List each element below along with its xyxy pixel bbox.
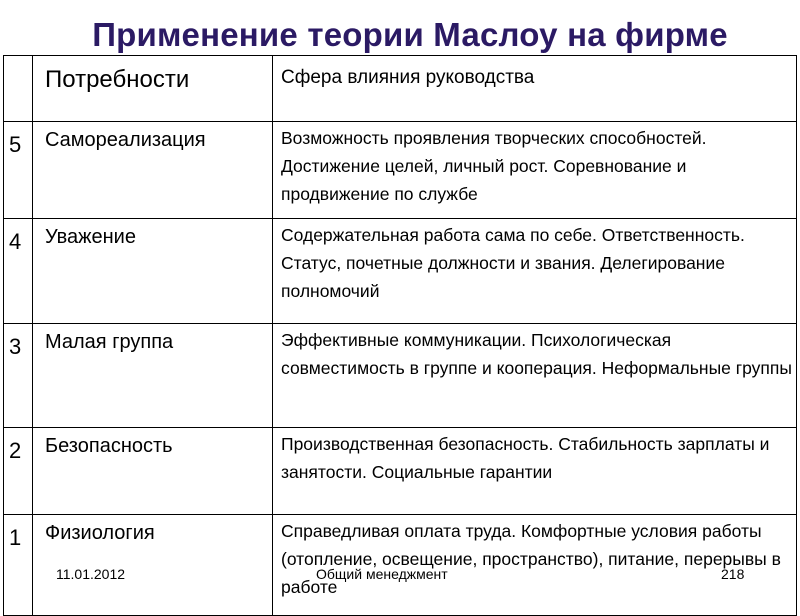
need-cell: [33, 515, 273, 616]
table-row: [4, 515, 797, 616]
scope-cell: [273, 219, 797, 324]
scope-text: Производственная безопасность. Стабильность зарплаты и занятости. Социальные гарантии: [281, 434, 770, 482]
need-cell: [33, 428, 273, 515]
scope-text: Содержательная работа сама по себе. Ответственность. Статус, почетные должности и звания. Делегирование полномочий: [281, 225, 745, 301]
slide-title: Применение теории Маслоу на фирме: [92, 16, 728, 53]
table-header-row: [4, 56, 797, 122]
header-scope-cell: [273, 56, 797, 122]
table-row: [4, 219, 797, 324]
need-label: Малая группа: [45, 331, 174, 353]
level-number-cell: [4, 428, 33, 515]
need-label: Уважение: [45, 226, 136, 248]
need-label: Безопасность: [45, 435, 173, 457]
scope-cell: [273, 428, 797, 515]
level-number-cell: [4, 515, 33, 616]
need-cell: [33, 324, 273, 428]
scope-cell: [273, 122, 797, 219]
table-row: [4, 428, 797, 515]
table-row: [4, 122, 797, 219]
footer-subject: Общий менеджмент: [316, 566, 448, 582]
scope-text: Справедливая оплата труда. Комфортные условия работы (отопление, освещение, пространство), питание, перерывы в работе: [281, 521, 781, 597]
header-need-cell: [33, 56, 273, 122]
header-scope-label: Сфера влияния руководства: [281, 67, 535, 88]
table-row: [4, 324, 797, 428]
scope-text: Возможность проявления творческих способностей. Достижение целей, личный рост. Соревнование и продвижение по службе: [281, 128, 707, 204]
level-number: 2: [9, 438, 22, 463]
level-number-cell: [4, 122, 33, 219]
header-need-label: Потребности: [45, 66, 190, 93]
level-number: 1: [9, 525, 22, 550]
scope-cell: [273, 515, 797, 616]
level-number: 4: [9, 229, 22, 254]
scope-cell: [273, 324, 797, 428]
level-number: 3: [9, 334, 22, 359]
level-number: 5: [9, 132, 22, 157]
need-label: Физиология: [45, 522, 155, 544]
need-label: Самореализация: [45, 129, 206, 151]
maslow-table: [3, 55, 797, 616]
level-number-cell: [4, 324, 33, 428]
footer-date: 11.01.2012: [56, 566, 126, 582]
header-num-cell: [4, 56, 33, 122]
need-cell: [33, 122, 273, 219]
level-number-cell: [4, 219, 33, 324]
footer-page-number: 218: [721, 566, 745, 582]
need-cell: [33, 219, 273, 324]
scope-text: Эффективные коммуникации. Психологическая совместимость в группе и кооперация. Неформальные группы: [281, 330, 792, 378]
